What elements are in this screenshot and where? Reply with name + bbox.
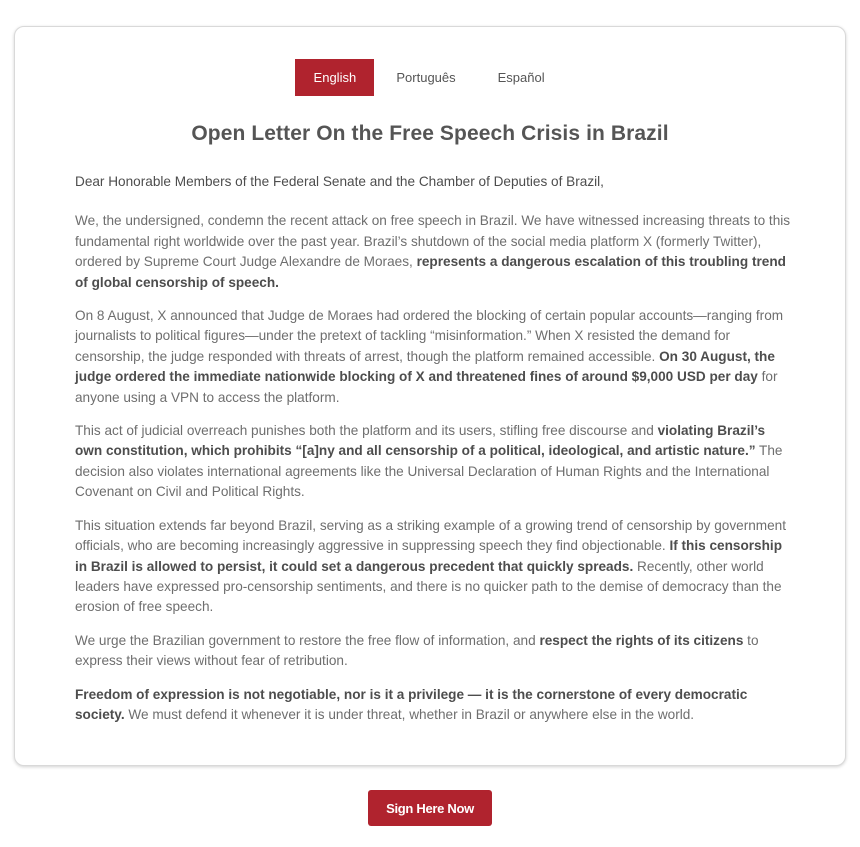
paragraph-5	[75, 631, 795, 672]
paragraph-emphasis: Freedom of expression is not negotiable, nor is it a privilege — it is the cornerstone of every democratic society.	[75, 686, 748, 722]
paragraph-emphasis: If this censorship in Brazil is allowed to persist, it could set a dangerous precedent that quickly spreads.	[75, 538, 782, 574]
paragraph-4	[75, 516, 795, 618]
paragraph-emphasis: respect the rights of its citizens	[539, 632, 744, 648]
paragraph-text: This act of judicial overreach punishes both the platform and its users, stifling free discourse and	[75, 423, 658, 439]
tab-espanol[interactable]: Español	[497, 70, 545, 85]
paragraph-text: This situation extends far beyond Brazil, serving as a striking example of a growing trend of censorship by government officials, who are becoming increasingly aggressive in suppressing speech they find objectionable.	[75, 517, 787, 554]
paragraph-text: We, the undersigned, condemn the recent attack on free speech in Brazil. We have witnessed increasing threats to this fundamental right worldwide over the past year. Brazil’s shutdown of the social media platform X (formerly Twitter), ordered by Supreme Court Judge Alexandre de Moraes,	[75, 213, 791, 270]
paragraph-text: We must defend it whenever it is under threat, whether in Brazil or anywhere else in the world.	[124, 706, 695, 722]
salutation: Dear Honorable Members of the Federal Senate and the Chamber of Deputies of Brazil,	[75, 174, 604, 189]
sign-here-button[interactable]: Sign Here Now	[368, 790, 492, 826]
paragraph-3	[75, 421, 795, 503]
paragraph-text: for anyone using a VPN to access the platform.	[75, 369, 778, 405]
paragraph-emphasis: represents a dangerous escalation of this troubling trend of global censorship of speech.	[75, 254, 786, 290]
letter-card	[14, 26, 846, 766]
paragraph-1	[75, 211, 795, 293]
language-tabs	[15, 59, 845, 96]
paragraph-text: On 8 August, X announced that Judge de Moraes had ordered the blocking of certain popular accounts—ranging from journalists to political figures—under the pretext of tackling “misinformation.” When X resisted the demand for censorship, the judge responded with threats of arrest, though the platform remained accessible.	[75, 308, 784, 364]
paragraph-text: The decision also violates international agreements like the Universal Declaration of Human Rights and the International Covenant on Civil and Political Rights.	[75, 443, 783, 500]
paragraph-text: We urge the Brazilian government to restore the free flow of information, and	[75, 632, 540, 648]
letter-body	[75, 172, 795, 738]
paragraph-text: Recently, other world leaders have expressed pro-censorship sentiments, and there is no quicker path to the demise of democracy than the erosion of free speech.	[75, 558, 782, 615]
tab-english[interactable]: English	[295, 59, 374, 96]
paragraph-2	[75, 306, 795, 408]
paragraph-text: to express their views without fear of retribution.	[75, 632, 759, 669]
paragraph-6	[75, 685, 795, 726]
page-title: Open Letter On the Free Speech Crisis in Brazil	[191, 122, 669, 145]
tab-portugues[interactable]: Português	[396, 70, 456, 85]
paragraph-emphasis: On 30 August, the judge ordered the immediate nationwide blocking of X and threatened fines of around $9,000 USD per day	[75, 348, 775, 385]
paragraph-emphasis: violating Brazil’s own constitution, which prohibits “[a]ny and all censorship of a political, ideological, and artistic nature.”	[75, 423, 766, 459]
